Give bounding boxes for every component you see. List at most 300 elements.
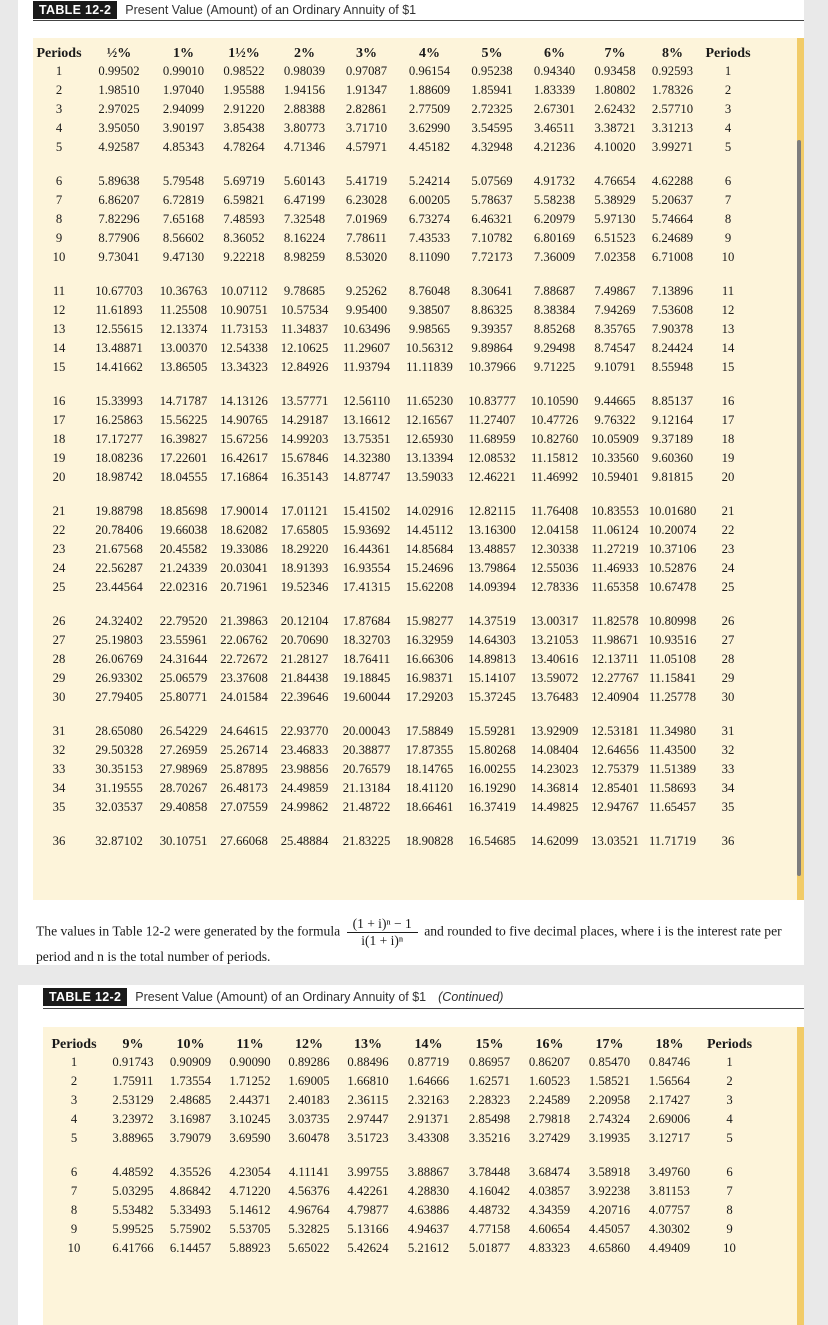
value-cell: 4.60654 <box>528 1222 571 1236</box>
value-cell: 9.98565 <box>408 322 451 336</box>
value-cell: 7.65168 <box>162 212 205 226</box>
value-cell: 3.62990 <box>408 121 451 135</box>
value-cell: 4.07757 <box>648 1203 691 1217</box>
value-cell: 1.56564 <box>648 1074 691 1088</box>
value-cell: 15.33993 <box>95 394 143 408</box>
value-cell: 2.24589 <box>528 1093 571 1107</box>
value-cell: 8.16224 <box>283 231 326 245</box>
table-row <box>33 411 755 430</box>
value-cell: 23.44564 <box>95 580 143 594</box>
value-cell: 7.32548 <box>283 212 326 226</box>
value-cell: 21.48722 <box>342 800 391 814</box>
value-cell: 15.41502 <box>342 504 391 518</box>
value-cell: 4.16042 <box>468 1184 511 1198</box>
period-cell: 19 <box>52 451 66 465</box>
value-cell: 10.59401 <box>591 470 639 484</box>
rate-header: 1½% <box>228 46 260 61</box>
rate-header: 11% <box>236 1037 264 1052</box>
value-cell: 4.11141 <box>288 1165 330 1179</box>
value-cell: 6.24689 <box>651 231 694 245</box>
period-cell: 18 <box>52 432 66 446</box>
table-row <box>33 722 755 741</box>
value-cell: 1.60523 <box>528 1074 571 1088</box>
value-cell: 0.99010 <box>162 64 205 78</box>
value-cell: 14.02916 <box>405 504 454 518</box>
value-cell: 11.15812 <box>530 451 579 465</box>
value-cell: 2.85498 <box>468 1112 511 1126</box>
value-cell: 13.03521 <box>591 834 639 848</box>
value-cell: 0.96154 <box>408 64 451 78</box>
formula-numerator: (1 + i)ⁿ − 1 <box>347 916 418 933</box>
value-cell: 22.93770 <box>280 724 329 738</box>
value-cell: 11.29607 <box>342 341 391 355</box>
value-cell: 20.76579 <box>342 762 391 776</box>
value-cell: 8.24424 <box>651 341 694 355</box>
value-cell: 7.43533 <box>408 231 451 245</box>
table-number: TABLE 12-2 <box>33 1 117 19</box>
value-cell: 13.34323 <box>220 360 268 374</box>
period-cell: 2 <box>55 83 63 97</box>
value-cell: 14.36814 <box>530 781 579 795</box>
value-cell: 13.79864 <box>468 561 516 575</box>
table-row <box>33 81 755 100</box>
period-cell: 4 <box>55 121 63 135</box>
period-cell: 5 <box>724 140 732 154</box>
value-cell: 12.13374 <box>159 322 208 336</box>
value-cell: 25.06579 <box>159 671 208 685</box>
value-cell: 2.88388 <box>283 102 326 116</box>
value-cell: 15.93692 <box>342 523 391 537</box>
period-cell: 31 <box>52 724 66 738</box>
value-cell: 0.84746 <box>648 1055 691 1069</box>
period-cell: 2 <box>70 1074 78 1088</box>
value-cell: 6.00205 <box>408 193 451 207</box>
table-row <box>33 100 755 119</box>
value-cell: 5.99525 <box>112 1222 154 1236</box>
value-cell: 14.32380 <box>342 451 391 465</box>
value-cell: 21.24339 <box>159 561 208 575</box>
table-row <box>33 62 755 81</box>
value-cell: 11.05108 <box>648 652 697 666</box>
value-cell: 7.36009 <box>533 250 576 264</box>
value-cell: 4.92587 <box>98 140 140 154</box>
value-cell: 19.66038 <box>159 523 208 537</box>
value-cell: 25.19803 <box>95 633 143 647</box>
value-cell: 8.85137 <box>651 394 694 408</box>
value-cell: 3.03735 <box>288 1112 330 1126</box>
scrollbar-thumb[interactable] <box>797 140 801 876</box>
value-cell: 20.00043 <box>342 724 391 738</box>
value-cell: 4.34359 <box>528 1203 571 1217</box>
period-cell: 5 <box>70 1131 78 1145</box>
value-cell: 1.80802 <box>594 83 636 97</box>
value-cell: 10.20074 <box>648 523 697 537</box>
table-row <box>33 559 755 578</box>
value-cell: 2.20958 <box>588 1093 631 1107</box>
value-cell: 14.99203 <box>280 432 329 446</box>
value-cell: 18.41120 <box>405 781 454 795</box>
period-cell: 6 <box>55 174 63 188</box>
value-cell: 0.90090 <box>229 1055 271 1069</box>
value-cell: 3.12717 <box>648 1131 691 1145</box>
value-cell: 3.69590 <box>229 1131 271 1145</box>
value-cell: 5.03295 <box>112 1184 154 1198</box>
value-cell: 14.45112 <box>405 523 454 537</box>
value-cell: 3.90197 <box>162 121 205 135</box>
value-cell: 26.93302 <box>95 671 143 685</box>
value-cell: 4.20716 <box>588 1203 631 1217</box>
value-cell: 1.73554 <box>169 1074 212 1088</box>
value-cell: 6.20979 <box>533 212 576 226</box>
value-cell: 11.82578 <box>591 614 639 628</box>
value-cell: 22.72672 <box>220 652 268 666</box>
value-cell: 21.67568 <box>95 542 143 556</box>
value-cell: 1.83339 <box>533 83 576 97</box>
value-cell: 14.71787 <box>159 394 208 408</box>
value-cell: 24.32402 <box>95 614 143 628</box>
period-cell: 25 <box>52 580 66 594</box>
table-page-1 <box>18 0 804 965</box>
value-cell: 2.79818 <box>528 1112 571 1126</box>
annuity-formula <box>347 916 418 949</box>
value-cell: 24.49859 <box>280 781 329 795</box>
value-cell: 9.78685 <box>283 284 326 298</box>
value-cell: 4.63886 <box>407 1203 450 1217</box>
value-cell: 1.98510 <box>98 83 140 97</box>
value-cell: 18.66461 <box>405 800 454 814</box>
value-cell: 17.01121 <box>280 504 329 518</box>
value-cell: 0.97087 <box>345 64 388 78</box>
value-cell: 5.01877 <box>468 1241 511 1255</box>
value-cell: 10.57534 <box>280 303 329 317</box>
value-cell: 19.60044 <box>342 690 391 704</box>
value-cell: 14.08404 <box>530 743 579 757</box>
value-cell: 13.48857 <box>468 542 516 556</box>
value-cell: 30.35153 <box>95 762 143 776</box>
value-cell: 14.23023 <box>530 762 579 776</box>
value-cell: 14.09394 <box>468 580 516 594</box>
value-cell: 5.20637 <box>651 193 694 207</box>
value-cell: 24.31644 <box>159 652 208 666</box>
value-cell: 25.87895 <box>220 762 268 776</box>
value-cell: 4.32948 <box>471 140 513 154</box>
value-cell: 22.39646 <box>280 690 329 704</box>
value-cell: 7.72173 <box>471 250 513 264</box>
table-row <box>43 1110 760 1129</box>
period-cell: 13 <box>52 322 66 336</box>
value-cell: 9.81815 <box>651 470 694 484</box>
table-row <box>43 1201 760 1220</box>
value-cell: 10.36763 <box>159 284 208 298</box>
value-cell: 5.14612 <box>229 1203 271 1217</box>
value-cell: 13.40616 <box>530 652 579 666</box>
value-cell: 6.23028 <box>345 193 388 207</box>
value-cell: 13.75351 <box>342 432 391 446</box>
value-cell: 3.88867 <box>407 1165 450 1179</box>
value-cell: 10.10590 <box>530 394 579 408</box>
value-cell: 10.33560 <box>591 451 639 465</box>
period-cell: 17 <box>52 413 66 427</box>
table-row <box>33 612 755 631</box>
value-cell: 1.95588 <box>223 83 265 97</box>
value-cell: 11.73153 <box>220 322 268 336</box>
table-title-bar <box>33 0 804 20</box>
periods-header: Periods <box>36 46 82 61</box>
value-cell: 3.35216 <box>468 1131 511 1145</box>
period-cell: 1 <box>724 64 732 78</box>
value-cell: 13.21053 <box>530 633 579 647</box>
value-cell: 3.38721 <box>594 121 636 135</box>
period-cell: 11 <box>721 284 735 298</box>
value-cell: 4.94637 <box>407 1222 450 1236</box>
table-title: Present Value (Amount) of an Ordinary Annuity of $1 <box>135 990 427 1004</box>
value-cell: 12.04158 <box>530 523 579 537</box>
value-cell: 12.13711 <box>591 652 639 666</box>
value-cell: 13.00370 <box>159 341 208 355</box>
value-cell: 5.79548 <box>162 174 205 188</box>
value-cell: 10.67703 <box>95 284 143 298</box>
value-cell: 4.79877 <box>347 1203 389 1217</box>
table-page-2 <box>18 985 804 1325</box>
period-cell: 17 <box>721 413 735 427</box>
period-cell: 28 <box>52 652 66 666</box>
table-row <box>33 832 755 851</box>
value-cell: 9.76322 <box>594 413 636 427</box>
value-cell: 15.80268 <box>468 743 516 757</box>
value-cell: 17.90014 <box>220 504 268 518</box>
value-cell: 4.83323 <box>528 1241 571 1255</box>
value-cell: 13.59072 <box>530 671 579 685</box>
value-cell: 16.66306 <box>405 652 454 666</box>
value-cell: 11.27407 <box>468 413 516 427</box>
value-cell: 4.96764 <box>288 1203 330 1217</box>
period-cell: 27 <box>721 633 735 647</box>
period-cell: 22 <box>721 523 735 537</box>
value-cell: 27.98969 <box>159 762 208 776</box>
value-cell: 4.48592 <box>112 1165 154 1179</box>
value-cell: 17.87684 <box>342 614 391 628</box>
rate-header: 9% <box>122 1037 144 1052</box>
value-cell: 18.14765 <box>405 762 454 776</box>
period-cell: 6 <box>70 1165 78 1179</box>
period-cell: 8 <box>55 212 63 226</box>
table-row <box>33 688 755 707</box>
rate-header: 8% <box>662 46 683 61</box>
value-cell: 1.75911 <box>112 1074 154 1088</box>
value-cell: 7.01969 <box>345 212 388 226</box>
period-cell: 3 <box>726 1093 733 1107</box>
value-cell: 12.82115 <box>468 504 516 518</box>
value-cell: 16.25863 <box>95 413 143 427</box>
value-cell: 13.86505 <box>159 360 208 374</box>
period-cell: 30 <box>52 690 66 704</box>
period-cell: 9 <box>70 1222 78 1236</box>
value-cell: 17.58849 <box>405 724 454 738</box>
period-cell: 7 <box>70 1184 78 1198</box>
table-row <box>43 1220 760 1239</box>
period-cell: 4 <box>70 1112 78 1126</box>
note-text-before: The values in Table 12-2 were generated by the formula <box>36 923 341 939</box>
value-cell: 26.54229 <box>159 724 208 738</box>
value-cell: 15.14107 <box>468 671 516 685</box>
value-cell: 4.21236 <box>533 140 576 154</box>
period-cell: 31 <box>721 724 735 738</box>
rate-header: 7% <box>604 46 626 61</box>
value-cell: 5.65022 <box>288 1241 330 1255</box>
period-cell: 26 <box>52 614 66 628</box>
value-cell: 16.93554 <box>342 561 391 575</box>
value-cell: 20.70690 <box>280 633 329 647</box>
value-cell: 13.92909 <box>530 724 579 738</box>
rate-header: 5% <box>481 46 503 61</box>
period-cell: 13 <box>721 322 735 336</box>
period-cell: 33 <box>52 762 66 776</box>
table-row <box>33 320 755 339</box>
value-cell: 6.51523 <box>594 231 636 245</box>
value-cell: 18.08236 <box>95 451 143 465</box>
period-cell: 10 <box>723 1241 736 1255</box>
period-cell: 32 <box>721 743 735 757</box>
period-cell: 11 <box>52 284 66 298</box>
value-cell: 28.65080 <box>95 724 143 738</box>
table-row <box>43 1091 760 1110</box>
value-cell: 3.99755 <box>347 1165 389 1179</box>
value-cell: 2.91220 <box>223 102 265 116</box>
table-title: Present Value (Amount) of an Ordinary Annuity of $1 <box>125 3 417 17</box>
value-cell: 3.99271 <box>651 140 694 154</box>
value-cell: 18.98742 <box>95 470 143 484</box>
table-row <box>33 540 755 559</box>
period-cell: 25 <box>721 580 735 594</box>
value-cell: 2.91371 <box>407 1112 450 1126</box>
value-cell: 4.65860 <box>588 1241 631 1255</box>
table-row <box>33 392 755 411</box>
table-row <box>33 631 755 650</box>
value-cell: 11.25778 <box>648 690 697 704</box>
value-cell: 13.16612 <box>342 413 391 427</box>
value-cell: 12.30338 <box>530 542 579 556</box>
value-cell: 8.53020 <box>345 250 388 264</box>
value-cell: 2.74324 <box>588 1112 631 1126</box>
value-cell: 12.46221 <box>468 470 516 484</box>
value-cell: 17.22601 <box>159 451 208 465</box>
period-cell: 4 <box>724 121 732 135</box>
value-cell: 18.62082 <box>220 523 268 537</box>
value-cell: 3.43308 <box>407 1131 450 1145</box>
value-cell: 8.35765 <box>594 322 636 336</box>
value-cell: 24.64615 <box>220 724 268 738</box>
rate-header: 14% <box>414 1037 443 1052</box>
formula-denominator: i(1 + i)ⁿ <box>361 933 404 948</box>
period-cell: 1 <box>70 1055 78 1069</box>
period-cell: 30 <box>721 690 735 704</box>
value-cell: 11.93794 <box>342 360 391 374</box>
table-row <box>33 650 755 669</box>
value-cell: 0.95238 <box>471 64 513 78</box>
value-cell: 5.24214 <box>408 174 451 188</box>
value-cell: 13.00317 <box>530 614 579 628</box>
value-cell: 21.84438 <box>280 671 329 685</box>
value-cell: 4.62288 <box>651 174 694 188</box>
value-cell: 0.91743 <box>112 1055 154 1069</box>
value-cell: 18.90828 <box>405 834 454 848</box>
value-cell: 9.22218 <box>223 250 265 264</box>
table-row <box>33 502 755 521</box>
rate-header: 2% <box>294 46 315 61</box>
value-cell: 5.33493 <box>169 1203 212 1217</box>
value-cell: 5.32825 <box>288 1222 330 1236</box>
value-cell: 7.90378 <box>651 322 694 336</box>
value-cell: 11.11839 <box>406 360 453 374</box>
table-row <box>33 191 755 210</box>
value-cell: 2.82861 <box>345 102 388 116</box>
table-row <box>33 669 755 688</box>
value-cell: 8.56602 <box>162 231 205 245</box>
value-cell: 0.86957 <box>468 1055 511 1069</box>
value-cell: 4.42261 <box>347 1184 389 1198</box>
period-cell: 24 <box>52 561 66 575</box>
value-cell: 14.62099 <box>530 834 579 848</box>
period-cell: 7 <box>726 1184 733 1198</box>
value-cell: 13.59033 <box>405 470 454 484</box>
period-cell: 19 <box>721 451 735 465</box>
value-cell: 4.30302 <box>648 1222 691 1236</box>
period-cell: 1 <box>55 64 63 78</box>
value-cell: 27.07559 <box>220 800 268 814</box>
value-cell: 26.48173 <box>220 781 268 795</box>
value-cell: 20.12104 <box>280 614 329 628</box>
value-cell: 17.16864 <box>220 470 268 484</box>
value-cell: 24.99862 <box>280 800 329 814</box>
value-cell: 1.71252 <box>229 1074 271 1088</box>
value-cell: 0.86207 <box>528 1055 571 1069</box>
value-cell: 27.79405 <box>95 690 143 704</box>
value-cell: 4.71346 <box>283 140 326 154</box>
table-row <box>33 229 755 248</box>
value-cell: 6.80169 <box>533 231 576 245</box>
period-cell: 10 <box>52 250 66 264</box>
value-cell: 4.71220 <box>229 1184 271 1198</box>
value-cell: 14.41662 <box>95 360 143 374</box>
value-cell: 0.92593 <box>651 64 694 78</box>
value-cell: 12.27767 <box>591 671 639 685</box>
value-cell: 5.89638 <box>98 174 140 188</box>
value-cell: 16.35143 <box>280 470 329 484</box>
value-cell: 16.37419 <box>468 800 516 814</box>
period-cell: 36 <box>52 834 66 848</box>
value-cell: 17.87355 <box>405 743 454 757</box>
value-cell: 3.27429 <box>528 1131 571 1145</box>
value-cell: 2.48685 <box>169 1093 212 1107</box>
rate-header: 17% <box>595 1037 624 1052</box>
value-cell: 17.65805 <box>280 523 329 537</box>
value-cell: 11.34837 <box>280 322 329 336</box>
table-row <box>43 1239 760 1258</box>
value-cell: 3.71710 <box>345 121 388 135</box>
value-cell: 23.98856 <box>280 762 329 776</box>
table-row <box>33 172 755 191</box>
value-cell: 20.78406 <box>95 523 143 537</box>
value-cell: 7.78611 <box>346 231 387 245</box>
value-cell: 21.39863 <box>220 614 268 628</box>
value-cell: 0.89286 <box>288 1055 330 1069</box>
value-cell: 9.39357 <box>471 322 513 336</box>
period-cell: 35 <box>52 800 66 814</box>
value-cell: 14.29187 <box>280 413 329 427</box>
table-row <box>33 468 755 487</box>
value-cell: 1.66810 <box>347 1074 389 1088</box>
value-cell: 10.67478 <box>648 580 697 594</box>
